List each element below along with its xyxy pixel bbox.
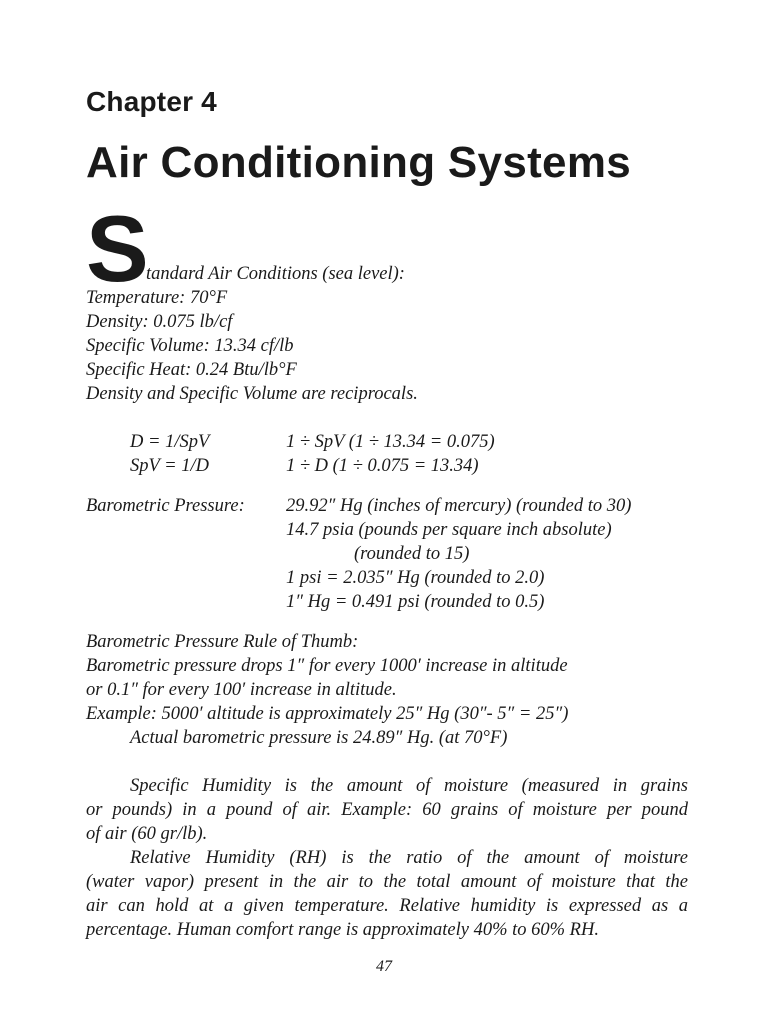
condition-density: Density: 0.075 lb/cf [86, 312, 233, 332]
relative-humidity-line: (water vapor) present in the air to the total amount of moisture that the [86, 872, 688, 892]
chapter-label: Chapter 4 [86, 86, 217, 117]
intro-line: tandard Air Conditions (sea level): [146, 264, 405, 284]
formula-left: SpV = 1/D [130, 456, 209, 476]
specific-humidity-line: or pounds) in a pound of air. Example: 60 grains of moisture per pound [86, 800, 688, 820]
barometric-value: 29.92″ Hg (inches of mercury) (rounded to 30) [286, 496, 632, 516]
barometric-label: Barometric Pressure: [86, 496, 245, 516]
condition-specific-volume: Specific Volume: 13.34 cf/lb [86, 336, 294, 356]
specific-humidity-line: Specific Humidity is the amount of moisture (measured in grains [130, 776, 688, 796]
page-number: 47 [376, 958, 392, 975]
formula-right: 1 ÷ SpV (1 ÷ 13.34 = 0.075) [286, 432, 495, 452]
condition-specific-heat: Specific Heat: 0.24 Btu/lb°F [86, 360, 297, 380]
barometric-value: 14.7 psia (pounds per square inch absolute) [286, 520, 612, 540]
rule-of-thumb-example: Example: 5000′ altitude is approximately 25″ Hg (30″- 5″ = 25″) [86, 704, 569, 724]
reciprocals-note: Density and Specific Volume are reciprocals. [86, 384, 418, 404]
drop-cap: S [86, 196, 149, 301]
chapter-title: Air Conditioning Systems [86, 138, 632, 187]
relative-humidity-line: percentage. Human comfort range is approximately 40% to 60% RH. [86, 920, 599, 940]
rule-of-thumb-line: or 0.1″ for every 100′ increase in altitude. [86, 680, 397, 700]
formula-left: D = 1/SpV [130, 432, 210, 452]
relative-humidity-line: Relative Humidity (RH) is the ratio of the amount of moisture [130, 848, 688, 868]
barometric-value: (rounded to 15) [354, 544, 470, 564]
rule-of-thumb-heading: Barometric Pressure Rule of Thumb: [86, 632, 359, 652]
rule-of-thumb-line: Barometric pressure drops 1″ for every 1000′ increase in altitude [86, 656, 568, 676]
barometric-value: 1 psi = 2.035″ Hg (rounded to 2.0) [286, 568, 545, 588]
rule-of-thumb-actual: Actual barometric pressure is 24.89″ Hg. (at 70°F) [130, 728, 508, 748]
specific-humidity-line: of air (60 gr/lb). [86, 824, 208, 844]
relative-humidity-line: air can hold at a given temperature. Relative humidity is expressed as a [86, 896, 688, 916]
condition-temperature: Temperature: 70°F [86, 288, 228, 308]
barometric-value: 1″ Hg = 0.491 psi (rounded to 0.5) [286, 592, 545, 612]
formula-right: 1 ÷ D (1 ÷ 0.075 = 13.34) [286, 456, 479, 476]
